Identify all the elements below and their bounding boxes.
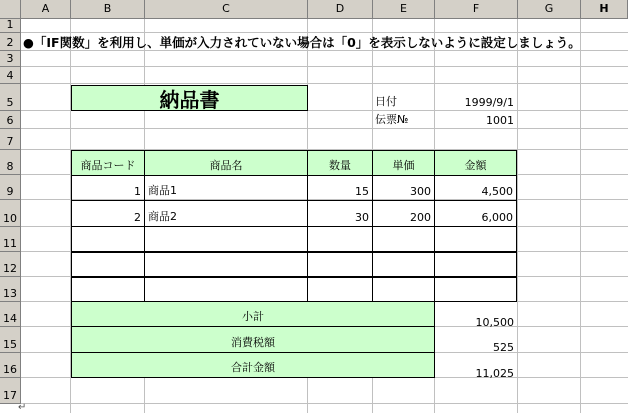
column-header-g[interactable]: G xyxy=(518,0,581,19)
row-header-14[interactable]: 14 xyxy=(0,302,21,327)
empty-table-cell[interactable] xyxy=(144,276,308,302)
row-header-9[interactable]: 9 xyxy=(0,175,21,200)
column-header-a[interactable]: A xyxy=(21,0,71,19)
row-header-6[interactable]: 6 xyxy=(0,111,21,129)
date-value[interactable]: 1999/9/1 xyxy=(464,96,514,109)
gridline-horizontal xyxy=(21,128,628,129)
empty-table-cell[interactable] xyxy=(434,251,517,278)
empty-table-cell[interactable] xyxy=(71,251,145,278)
invoice-title[interactable]: 納品書 xyxy=(71,85,308,111)
row2-code[interactable]: 2 xyxy=(71,200,145,227)
row1-qty[interactable]: 15 xyxy=(307,175,373,201)
row-header-1[interactable]: 1 xyxy=(0,19,21,33)
header-product-name[interactable]: 商品名 xyxy=(144,150,308,176)
row1-amount[interactable]: 4,500 xyxy=(434,175,517,201)
slip-number-value[interactable]: 1001 xyxy=(486,114,514,127)
row-header-5[interactable]: 5 xyxy=(0,84,21,111)
column-header-h[interactable]: H xyxy=(581,0,628,19)
empty-table-cell[interactable] xyxy=(71,276,145,302)
column-header-c[interactable]: C xyxy=(145,0,308,19)
column-header-f[interactable]: F xyxy=(435,0,518,19)
empty-table-cell[interactable] xyxy=(434,226,517,253)
select-all-corner[interactable] xyxy=(0,0,21,19)
row-header-10[interactable]: 10 xyxy=(0,200,21,227)
subtotal-label[interactable]: 小計 xyxy=(71,301,435,327)
date-label[interactable]: 日付 xyxy=(375,95,397,108)
total-label[interactable]: 合計金額 xyxy=(71,352,435,378)
tax-value[interactable]: 525 xyxy=(493,341,514,354)
row-header-11[interactable]: 11 xyxy=(0,227,21,252)
gridline-vertical xyxy=(517,19,518,413)
row1-name[interactable]: 商品1 xyxy=(144,175,308,201)
empty-table-cell[interactable] xyxy=(144,226,308,253)
header-quantity[interactable]: 数量 xyxy=(307,150,373,176)
subtotal-value[interactable]: 10,500 xyxy=(475,316,514,329)
row-header-2[interactable]: 2 xyxy=(0,33,21,51)
tax-label[interactable]: 消費税額 xyxy=(71,326,435,353)
empty-table-cell[interactable] xyxy=(307,251,373,278)
row-header-17[interactable]: 17 xyxy=(0,378,21,404)
row1-code[interactable]: 1 xyxy=(71,175,145,201)
row2-qty[interactable]: 30 xyxy=(307,200,373,227)
text-cursor-icon: ↵ xyxy=(18,402,27,413)
empty-table-cell[interactable] xyxy=(144,251,308,278)
row-header-16[interactable]: 16 xyxy=(0,353,21,378)
row-header-3[interactable]: 3 xyxy=(0,51,21,67)
empty-table-cell[interactable] xyxy=(434,276,517,302)
header-unit-price[interactable]: 単価 xyxy=(372,150,435,176)
empty-table-cell[interactable] xyxy=(372,251,435,278)
column-header-e[interactable]: E xyxy=(373,0,435,19)
empty-table-cell[interactable] xyxy=(307,276,373,302)
row1-price[interactable]: 300 xyxy=(372,175,435,201)
header-amount[interactable]: 金額 xyxy=(434,150,517,176)
row2-price[interactable]: 200 xyxy=(372,200,435,227)
row-header-8[interactable]: 8 xyxy=(0,150,21,175)
column-header-d[interactable]: D xyxy=(308,0,373,19)
row-header-13[interactable]: 13 xyxy=(0,277,21,302)
empty-table-cell[interactable] xyxy=(372,276,435,302)
gridline-horizontal xyxy=(21,403,628,404)
row2-amount[interactable]: 6,000 xyxy=(434,200,517,227)
row-header-12[interactable]: 12 xyxy=(0,252,21,277)
header-product-code[interactable]: 商品コード xyxy=(71,150,145,176)
gridline-horizontal xyxy=(21,83,628,84)
row2-name[interactable]: 商品2 xyxy=(144,200,308,227)
empty-table-cell[interactable] xyxy=(372,226,435,253)
instruction-text[interactable]: ●「IF関数」を利用し、単価が入力されていない場合は「0」を表示しないように設定しましょう。 xyxy=(23,35,581,50)
slip-number-label[interactable]: 伝票№ xyxy=(375,113,409,126)
empty-table-cell[interactable] xyxy=(71,226,145,253)
column-header-b[interactable]: B xyxy=(71,0,145,19)
empty-table-cell[interactable] xyxy=(307,226,373,253)
gridline-horizontal xyxy=(21,66,628,67)
row-header-4[interactable]: 4 xyxy=(0,67,21,84)
row-header-15[interactable]: 15 xyxy=(0,327,21,353)
row-header-7[interactable]: 7 xyxy=(0,129,21,150)
total-value[interactable]: 11,025 xyxy=(475,367,514,380)
gridline-vertical xyxy=(580,19,581,413)
